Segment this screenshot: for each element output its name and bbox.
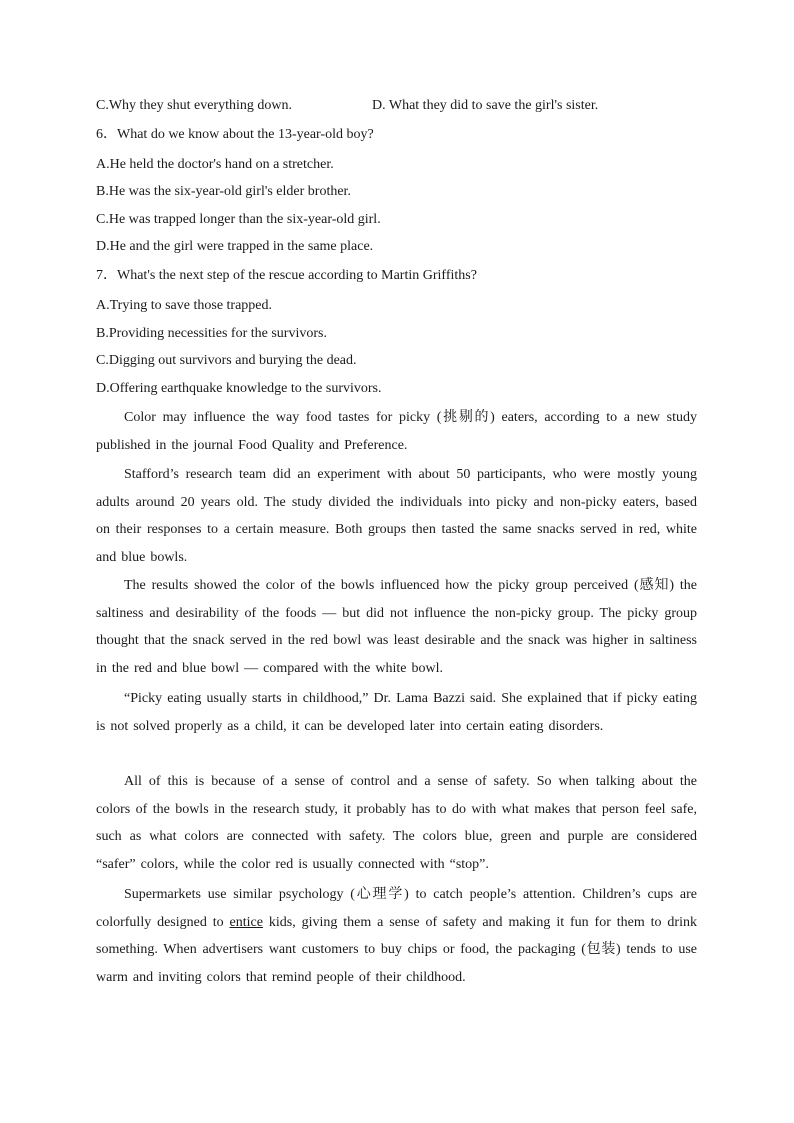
q6-option-b: B.He was the six-year-old girl's elder brother. [96,184,351,199]
q6-option-a: A.He held the doctor's hand on a stretcher. [96,157,334,172]
q7-option-b: B.Providing necessities for the survivors. [96,326,327,341]
q7-option-d: D.Offering earthquake knowledge to the survivors. [96,381,382,396]
q7-stem: 7．What's the next step of the rescue according to Martin Griffiths? [96,268,477,283]
q5-option-c: C.Why they shut everything down. [96,98,292,113]
underlined-word-entice: entice [229,914,263,930]
passage-paragraph-2: Stafford’s research team did an experiment with about 50 participants, who were mostly young adults around 20 years old. The study divided the individuals into picky and non-picky eaters, based on their responses to a certain measure. Both groups then tasted the same snacks served in red, white and blue bowls. [96,467,697,565]
passage-paragraph-6 [96,881,697,991]
p6-text-after: kids, giving them a sense of safety and making it fun for them to drink something. When advertisers want customers to buy chips or food, the packaging (包装) tends to use warm and inviting colors that remind people of their childhood. [96,914,697,985]
passage-paragraph-1: Color may influence the way food tastes for picky (挑剔的) eaters, according to a new study published in the journal Food Quality and Preference. [96,410,697,453]
p6-text-before: Supermarkets use similar psychology (心理学) to catch people’s attention. Children’s cups are colorfully designed to [96,887,697,930]
q5-option-d: D. What they did to save the girl's sister. [372,98,599,113]
q6-option-c: C.He was trapped longer than the six-year-old girl. [96,212,381,227]
q7-option-a: A.Trying to save those trapped. [96,298,273,313]
passage-paragraph-3: The results showed the color of the bowls influenced how the picky group perceived (感知) the saltiness and desirability of the foods — but did not influence the non-picky group. The picky group thought that the snack served in the red bowl was least desirable and the snack was higher in saltiness in the red and blue bowl — compared with the white bowl. [96,578,697,676]
passage-paragraph-4: “Picky eating usually starts in childhood,” Dr. Lama Bazzi said. She explained that if picky eating is not solved properly as a child, it can be developed later into certain eating disorders. [96,691,697,734]
q7-option-c: C.Digging out survivors and burying the dead. [96,353,357,368]
q6-option-d: D.He and the girl were trapped in the same place. [96,239,374,254]
q6-stem: 6．What do we know about the 13-year-old boy? [96,127,374,142]
passage-paragraph-5: All of this is because of a sense of control and a sense of safety. So when talking about the colors of the bowls in the research study, it probably has to do with what makes that person feel safe, such as what colors are connected with safety. The colors blue, green and purple are considered “safer” colors, while the color red is usually connected with “stop”. [96,774,697,872]
